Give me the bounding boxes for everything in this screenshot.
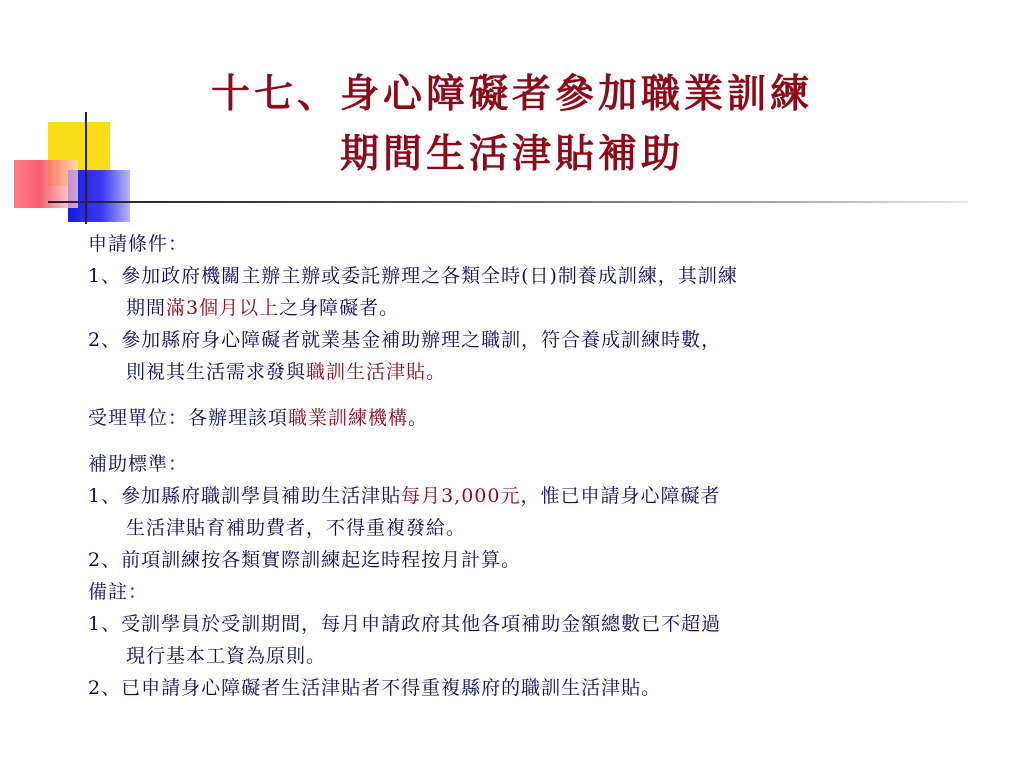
note-2: 2、已申請身心障礙者生活津貼者不得重複縣府的職訓生活津貼。 (88, 677, 662, 699)
slide-body (88, 228, 968, 704)
condition-2-line-2 (88, 356, 968, 388)
standard-1-line-1 (88, 480, 968, 512)
condition-2-highlight: 職訓生活津貼 (306, 361, 427, 383)
note-1-line-2: 現行基本工資為原則。 (126, 645, 327, 667)
note-1-line-1: 1、受訓學員於受訓期間，每月申請政府其他各項補助金額總數已不超過 (88, 613, 722, 635)
slide-title (0, 64, 1024, 184)
title-line-2: 期間生活津貼補助 (339, 131, 684, 177)
title-line-1: 十七、身心障礙者參加職業訓練 (210, 71, 813, 117)
conditions-heading: 申請條件： (88, 233, 189, 255)
spacer (88, 388, 968, 402)
standard-2: 2、前項訓練按各類實際訓練起迄時程按月計算。 (88, 549, 522, 571)
condition-1-text-pre: 期間 (126, 297, 167, 319)
condition-1-text-post: 之身障礙者。 (279, 297, 400, 319)
standard-heading: 補助標準： (88, 453, 189, 475)
condition-1-line-1: 1、參加政府機關主辦主辦或委託辦理之各類全時(日)制養成訓練，其訓練 (88, 265, 738, 287)
standard-1-highlight: 每月3,000元 (401, 485, 521, 507)
spacer (88, 434, 968, 448)
unit-text-pre: 受理單位：各辦理該項 (88, 407, 289, 429)
unit-text-post: 。 (408, 407, 429, 429)
standard-1-line-2: 生活津貼育補助費者，不得重複發給。 (126, 517, 467, 539)
unit-line (88, 402, 968, 434)
notes-heading: 備註： (88, 581, 149, 603)
decor-horizontal-rule (48, 201, 968, 203)
unit-highlight: 職業訓練機構 (288, 407, 409, 429)
condition-2-text-pre: 則視其生活需求發與 (126, 361, 307, 383)
condition-2-text-post: 。 (426, 361, 447, 383)
condition-2-line-1: 2、參加縣府身心障礙者就業基金補助辦理之職訓，符合養成訓練時數， (88, 329, 722, 351)
condition-1-line-2 (88, 292, 968, 324)
standard-1-text-post: ，惟已申請身心障礙者 (520, 485, 721, 507)
standard-1-text-pre: 1、參加縣府職訓學員補助生活津貼 (88, 485, 402, 507)
condition-1-highlight: 滿3個月以上 (166, 297, 280, 319)
